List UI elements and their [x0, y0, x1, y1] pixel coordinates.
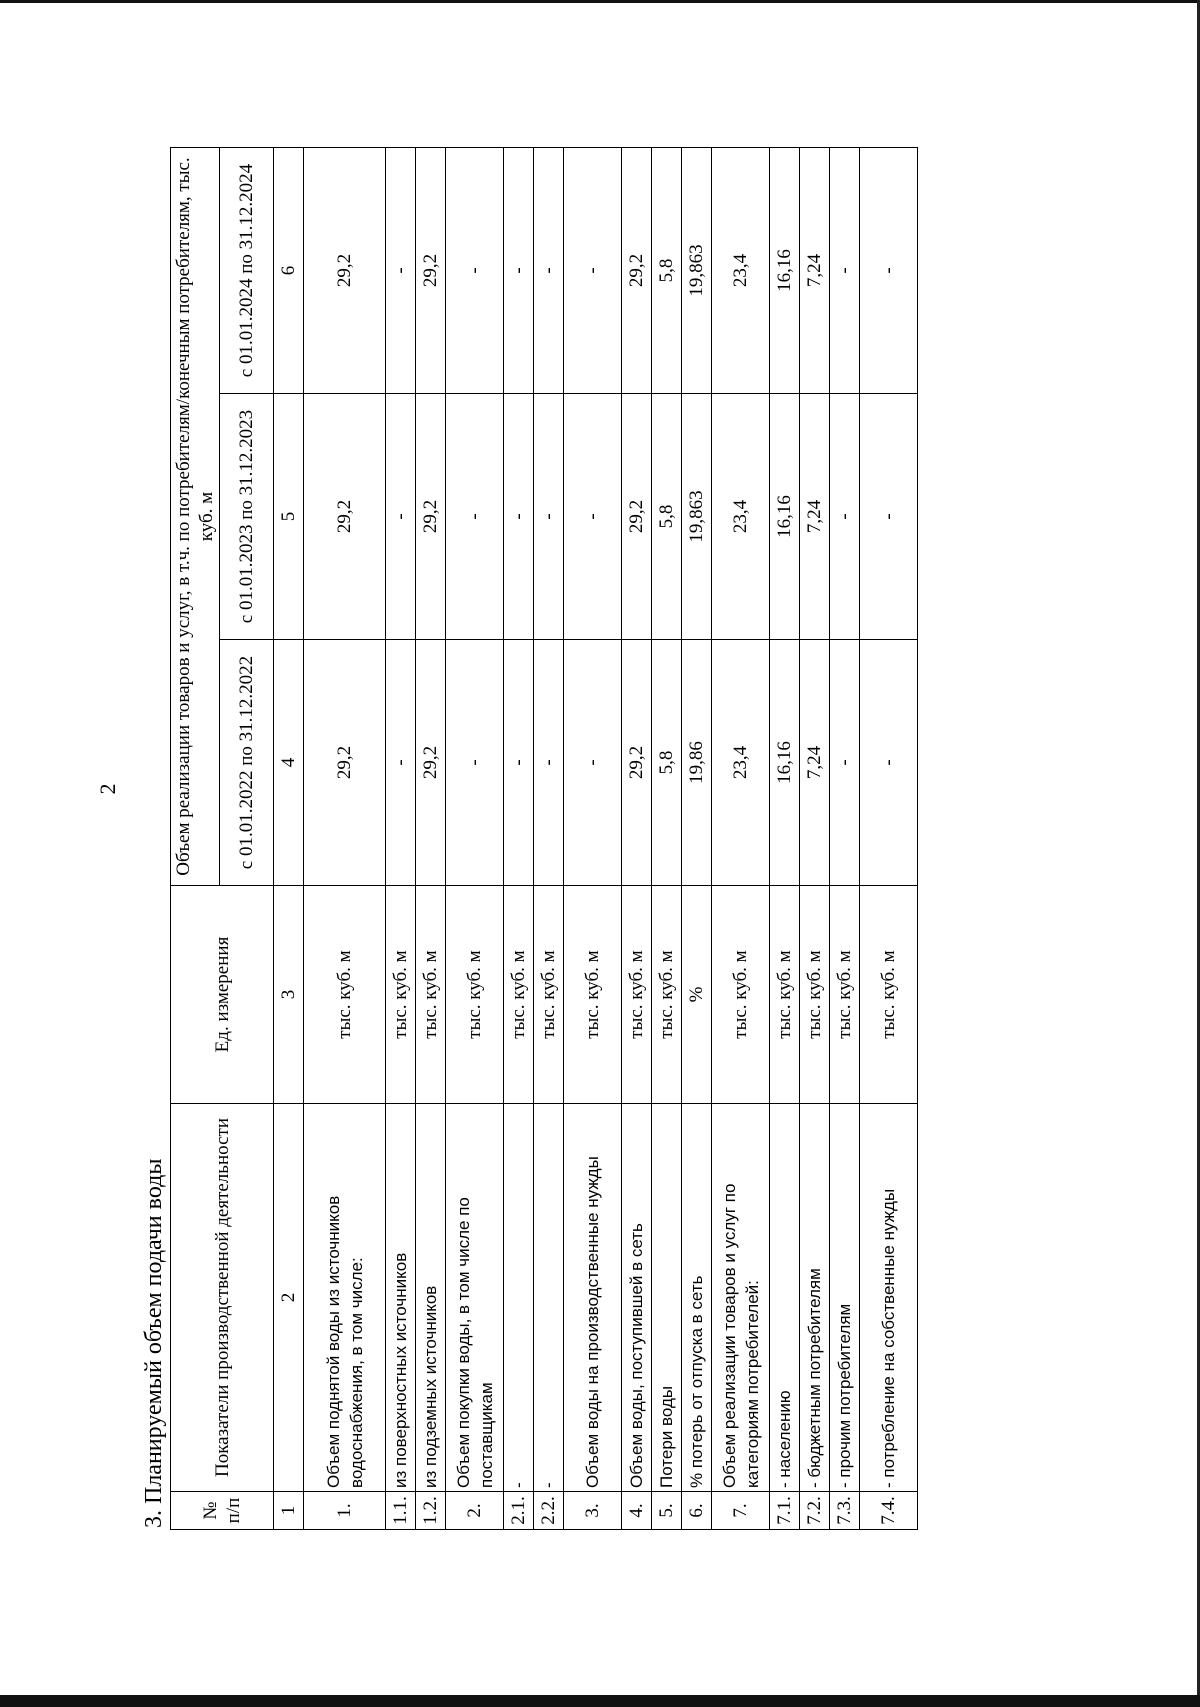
row-num-text: 2.2.: [538, 1496, 559, 1525]
row-value-2023-text: -: [582, 513, 603, 520]
row-num-text: 7.4.: [878, 1496, 899, 1525]
col-number: 2: [274, 1104, 304, 1492]
row-value-2022: [416, 640, 446, 886]
row-value-2022-text: -: [582, 759, 603, 766]
row-value-2023: [446, 394, 504, 640]
row-label-text: Объем покупки воды, в том числе по поставщикам: [453, 1197, 496, 1488]
scan-edge-top: [0, 0, 1200, 3]
row-value-2024: [534, 148, 564, 394]
row-value-2023: [386, 394, 416, 640]
row-value-2024: [800, 148, 830, 394]
row-value-2024: [830, 148, 860, 394]
row-value-2024: [416, 148, 446, 394]
row-label: [860, 1104, 918, 1492]
row-num-text: 1.2.: [420, 1496, 441, 1525]
table-row: [770, 148, 800, 1530]
row-value-2023: [304, 394, 386, 640]
row-num: [770, 1492, 800, 1530]
row-value-2024-text: 19,863: [686, 244, 707, 297]
row-value-2022-text: -: [390, 759, 411, 766]
row-value-2024-text: 23,4: [730, 253, 751, 288]
row-label: [304, 1104, 386, 1492]
row-label: [652, 1104, 682, 1492]
row-unit: [416, 886, 446, 1104]
row-num: [652, 1492, 682, 1530]
row-label-text: - населению: [775, 1390, 794, 1488]
row-num-text: 7.3.: [834, 1496, 855, 1525]
row-unit-text: тыс. куб. м: [582, 950, 603, 1039]
row-value-2022-text: 23,4: [730, 745, 751, 780]
rotated-page-content: [140, 130, 1040, 1530]
row-unit: [386, 886, 416, 1104]
row-value-2023: [564, 394, 622, 640]
row-value-2022: [564, 640, 622, 886]
row-num: [622, 1492, 652, 1530]
row-value-2022: [534, 640, 564, 886]
table-row: [446, 148, 504, 1530]
row-value-2024: [564, 148, 622, 394]
row-unit-text: тыс. куб. м: [334, 950, 355, 1039]
row-label-text: -: [539, 1482, 558, 1488]
row-unit-text: тыс. куб. м: [420, 950, 441, 1039]
row-value-2024: [304, 148, 386, 394]
row-num: [504, 1492, 534, 1530]
row-value-2023: [504, 394, 534, 640]
row-num: [712, 1492, 770, 1530]
row-value-2024-text: 29,2: [626, 253, 647, 288]
row-value-2023-text: -: [538, 513, 559, 520]
row-value-2024-text: -: [878, 267, 899, 274]
row-num-text: 3.: [582, 1503, 603, 1518]
row-value-2022-text: 16,16: [774, 741, 795, 784]
row-unit-text: тыс. куб. м: [538, 950, 559, 1039]
table-row: [386, 148, 416, 1530]
row-value-2023: [800, 394, 830, 640]
row-label: [416, 1104, 446, 1492]
row-value-2023: [830, 394, 860, 640]
row-value-2024: [504, 148, 534, 394]
row-unit-text: тыс. куб. м: [508, 950, 529, 1039]
row-label: [712, 1104, 770, 1492]
row-unit-text: %: [686, 986, 707, 1003]
header-unit: Ед. измерения: [171, 886, 274, 1104]
scan-edge-bottom: [0, 1695, 1200, 1707]
row-value-2022-text: 29,2: [626, 745, 647, 780]
row-value-2023-text: 29,2: [334, 499, 355, 534]
table-row: [652, 148, 682, 1530]
row-unit-text: тыс. куб. м: [834, 950, 855, 1039]
row-label: [622, 1104, 652, 1492]
row-value-2022: [446, 640, 504, 886]
row-num-text: 4.: [626, 1503, 647, 1518]
header-indicator: Показатели производственной деятельности: [171, 1104, 274, 1492]
row-value-2024: [682, 148, 712, 394]
row-value-2022-text: -: [878, 759, 899, 766]
row-num: [416, 1492, 446, 1530]
row-value-2022: [504, 640, 534, 886]
row-num: [800, 1492, 830, 1530]
table-body: [304, 148, 918, 1530]
table-row: [504, 148, 534, 1530]
row-value-2024: [860, 148, 918, 394]
row-value-2022: [800, 640, 830, 886]
col-number: 1: [274, 1492, 304, 1530]
table-row: [682, 148, 712, 1530]
row-num-text: 6.: [686, 1503, 707, 1518]
row-value-2023-text: 29,2: [420, 499, 441, 534]
table-row: [534, 148, 564, 1530]
row-value-2023: [534, 394, 564, 640]
row-num: [446, 1492, 504, 1530]
row-label-text: -: [509, 1482, 528, 1488]
row-value-2024-text: 29,2: [420, 253, 441, 288]
row-value-2022: [652, 640, 682, 886]
row-value-2023: [622, 394, 652, 640]
row-label-text: из подземных источников: [421, 1285, 440, 1488]
row-value-2024-text: -: [464, 267, 485, 274]
row-label: [386, 1104, 416, 1492]
row-value-2024-text: 5,8: [656, 258, 677, 283]
row-num-text: 5.: [656, 1503, 677, 1518]
row-value-2024-text: -: [582, 267, 603, 274]
row-value-2023-text: 5,8: [656, 504, 677, 529]
row-value-2024-text: -: [390, 267, 411, 274]
row-value-2024: [712, 148, 770, 394]
row-num: [860, 1492, 918, 1530]
row-unit: [504, 886, 534, 1104]
table-row: [304, 148, 386, 1530]
row-unit: [830, 886, 860, 1104]
row-label: [504, 1104, 534, 1492]
row-label-text: - потребление на собственные нужды: [879, 1188, 898, 1488]
row-unit-text: тыс. куб. м: [390, 950, 411, 1039]
row-unit: [652, 886, 682, 1104]
row-value-2024-text: 29,2: [334, 253, 355, 288]
row-unit: [712, 886, 770, 1104]
row-unit: [770, 886, 800, 1104]
row-value-2023-text: 19,863: [686, 490, 707, 543]
row-label-text: - прочим потребителям: [835, 1303, 854, 1488]
row-unit: [304, 886, 386, 1104]
table-row: [860, 148, 918, 1530]
row-value-2023: [770, 394, 800, 640]
row-num-text: 7.2.: [804, 1496, 825, 1525]
row-num-text: 2.: [464, 1503, 485, 1518]
row-value-2023-text: 23,4: [730, 499, 751, 534]
row-value-2023-text: -: [508, 513, 529, 520]
col-number: 3: [274, 886, 304, 1104]
row-value-2022: [712, 640, 770, 886]
row-unit-text: тыс. куб. м: [464, 950, 485, 1039]
row-unit: [622, 886, 652, 1104]
row-value-2023-text: 16,16: [774, 495, 795, 538]
row-unit-text: тыс. куб. м: [804, 950, 825, 1039]
row-num: [304, 1492, 386, 1530]
row-unit: [860, 886, 918, 1104]
col-number: 5: [274, 394, 304, 640]
col-number: 6: [274, 148, 304, 394]
row-value-2024-text: 16,16: [774, 249, 795, 292]
row-value-2023-text: -: [464, 513, 485, 520]
row-value-2022-text: -: [538, 759, 559, 766]
row-unit-text: тыс. куб. м: [730, 950, 751, 1039]
row-label: [564, 1104, 622, 1492]
row-num: [682, 1492, 712, 1530]
row-value-2023-text: 29,2: [626, 499, 647, 534]
row-value-2023-text: 7,24: [804, 499, 825, 534]
row-unit-text: тыс. куб. м: [656, 950, 677, 1039]
row-value-2024-text: -: [538, 267, 559, 274]
row-value-2023: [860, 394, 918, 640]
row-value-2022-text: 7,24: [804, 745, 825, 780]
row-label-text: Объем воды на производственные нужды: [583, 1156, 602, 1488]
header-volume: Объем реализации товаров и услуг, в т.ч. по потребителям/конечным потребителям, тыс. куб. м: [171, 148, 220, 886]
row-unit-text: тыс. куб. м: [626, 950, 647, 1039]
row-num-text: 2.1.: [508, 1496, 529, 1525]
header-period-2024: с 01.01.2024 по 31.12.2024: [220, 148, 274, 394]
row-value-2022: [770, 640, 800, 886]
row-label-text: % потерь от отпуска в сеть: [687, 1275, 706, 1488]
row-value-2023-text: -: [878, 513, 899, 520]
row-num-text: 7.1.: [774, 1496, 795, 1525]
table-row: [416, 148, 446, 1530]
row-num: [386, 1492, 416, 1530]
row-value-2023: [652, 394, 682, 640]
row-value-2022-text: -: [834, 759, 855, 766]
row-value-2022-text: 5,8: [656, 750, 677, 775]
row-label-text: Объем воды, поступившей в сеть: [627, 1223, 646, 1488]
row-num-text: 1.: [334, 1503, 355, 1518]
row-label-text: Объем поднятой воды из источников водоснабжения, в том числе:: [323, 1195, 366, 1488]
header-period-2022: с 01.01.2022 по 31.12.2022: [220, 640, 274, 886]
row-num: [534, 1492, 564, 1530]
row-label-text: Объем реализации товаров и услуг по категориям потребителей:: [719, 1183, 762, 1488]
row-unit-text: тыс. куб. м: [878, 950, 899, 1039]
header-num: № п/п: [171, 1492, 274, 1530]
header-period-2023: с 01.01.2023 по 31.12.2023: [220, 394, 274, 640]
row-value-2024: [446, 148, 504, 394]
row-value-2024: [770, 148, 800, 394]
table-row: [712, 148, 770, 1530]
row-value-2023: [712, 394, 770, 640]
row-num-text: 7.: [730, 1503, 751, 1518]
row-value-2024-text: -: [508, 267, 529, 274]
row-value-2022: [860, 640, 918, 886]
page-number: 2: [95, 783, 120, 795]
row-label-text: из поверхностных источников: [391, 1252, 410, 1488]
row-value-2024-text: 7,24: [804, 253, 825, 288]
row-value-2023-text: -: [834, 513, 855, 520]
row-label-text: - бюджетным потребителям: [805, 1268, 824, 1488]
row-unit-text: тыс. куб. м: [774, 950, 795, 1039]
row-label: [446, 1104, 504, 1492]
row-value-2024: [622, 148, 652, 394]
row-value-2022: [830, 640, 860, 886]
row-value-2022-text: 29,2: [420, 745, 441, 780]
row-value-2023-text: -: [390, 513, 411, 520]
row-value-2022-text: -: [464, 759, 485, 766]
col-number: 4: [274, 640, 304, 886]
row-value-2024-text: -: [834, 267, 855, 274]
row-label: [800, 1104, 830, 1492]
row-label-text: Потери воды: [657, 1385, 676, 1488]
row-label: [830, 1104, 860, 1492]
row-num: [564, 1492, 622, 1530]
row-unit: [446, 886, 504, 1104]
row-value-2023: [416, 394, 446, 640]
table-row: [622, 148, 652, 1530]
row-label: [534, 1104, 564, 1492]
row-value-2022-text: -: [508, 759, 529, 766]
row-label: [770, 1104, 800, 1492]
row-value-2022-text: 29,2: [334, 745, 355, 780]
row-value-2022: [682, 640, 712, 886]
row-value-2022-text: 19,86: [686, 741, 707, 784]
table-row: [830, 148, 860, 1530]
table-row: [564, 148, 622, 1530]
row-num-text: 1.1.: [390, 1496, 411, 1525]
row-value-2022: [386, 640, 416, 886]
row-num: [830, 1492, 860, 1530]
row-unit: [682, 886, 712, 1104]
table-row: [800, 148, 830, 1530]
row-unit: [534, 886, 564, 1104]
row-unit: [564, 886, 622, 1104]
section-title: 3. Планируемый объем подачи воды: [141, 1158, 167, 1528]
row-value-2022: [622, 640, 652, 886]
row-value-2023: [682, 394, 712, 640]
row-unit: [800, 886, 830, 1104]
row-value-2024: [652, 148, 682, 394]
row-value-2022: [304, 640, 386, 886]
row-label: [682, 1104, 712, 1492]
row-value-2024: [386, 148, 416, 394]
water-supply-table: [170, 147, 918, 1530]
